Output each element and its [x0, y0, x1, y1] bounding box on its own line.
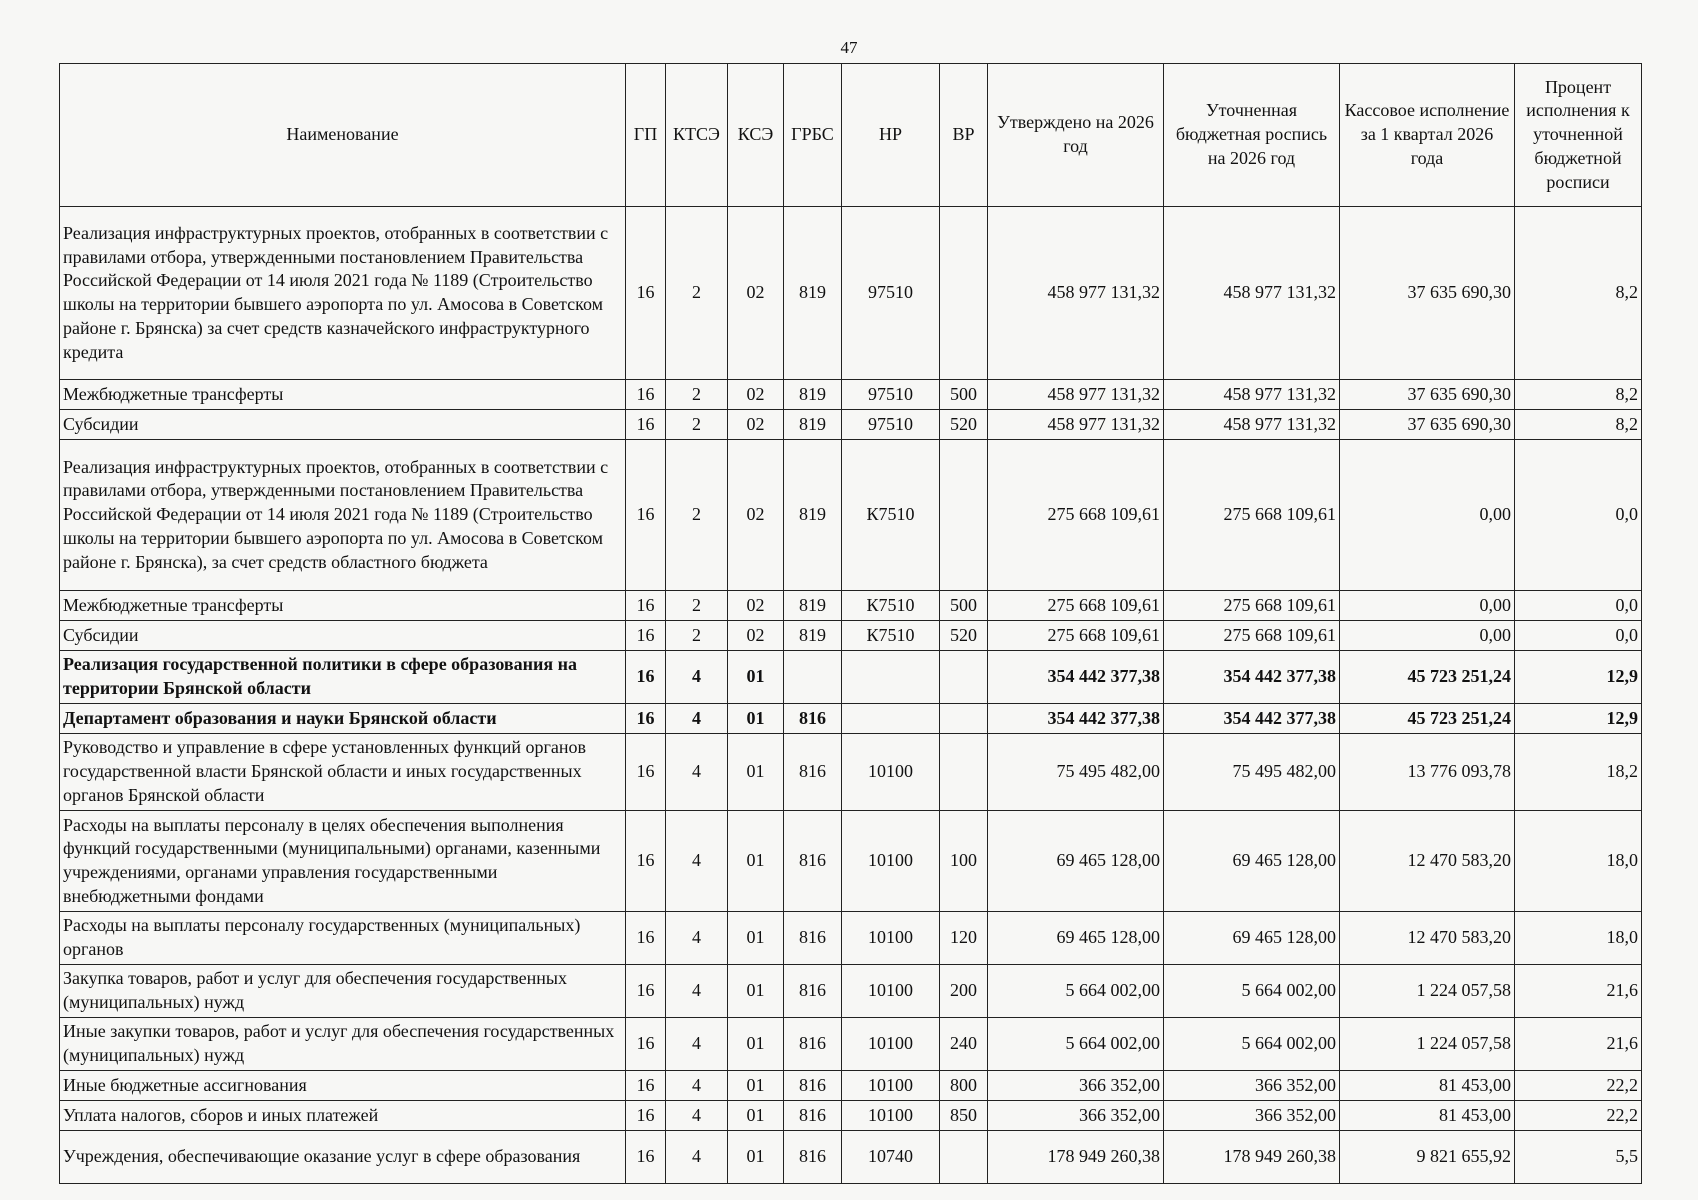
row-approved: 178 949 260,38: [988, 1131, 1164, 1184]
table-row: [60, 440, 1642, 591]
row-grbs: 816: [784, 912, 842, 965]
row-percent: 12,9: [1515, 704, 1642, 734]
row-cash: 45 723 251,24: [1340, 704, 1515, 734]
row-kse: 01: [728, 811, 784, 912]
row-nr: 10100: [842, 965, 940, 1018]
table-row: [60, 912, 1642, 965]
table-row: [60, 1131, 1642, 1184]
row-cash: 81 453,00: [1340, 1071, 1515, 1101]
row-nr: 10740: [842, 1131, 940, 1184]
row-grbs: 816: [784, 811, 842, 912]
row-cash: 81 453,00: [1340, 1101, 1515, 1131]
row-nr: К7510: [842, 621, 940, 651]
row-refined: 366 352,00: [1164, 1071, 1340, 1101]
row-nr: 10100: [842, 734, 940, 811]
row-nr: 97510: [842, 380, 940, 410]
row-gp: 16: [626, 1101, 666, 1131]
row-grbs: 819: [784, 621, 842, 651]
row-approved: 354 442 377,38: [988, 651, 1164, 704]
row-kse: 02: [728, 621, 784, 651]
row-nr: 10100: [842, 1071, 940, 1101]
row-approved: 5 664 002,00: [988, 1018, 1164, 1071]
row-gp: 16: [626, 811, 666, 912]
row-vr: 120: [940, 912, 988, 965]
row-name: Субсидии: [60, 410, 626, 440]
row-percent: 0,0: [1515, 440, 1642, 591]
row-refined: 5 664 002,00: [1164, 1018, 1340, 1071]
row-nr: 10100: [842, 1101, 940, 1131]
row-name: Межбюджетные трансферты: [60, 591, 626, 621]
row-gp: 16: [626, 440, 666, 591]
row-kse: 02: [728, 591, 784, 621]
table-row: [60, 1101, 1642, 1131]
budget-table: [59, 63, 1642, 1184]
row-kse: 01: [728, 1018, 784, 1071]
row-approved: 69 465 128,00: [988, 811, 1164, 912]
row-gp: 16: [626, 1071, 666, 1101]
row-vr: 520: [940, 410, 988, 440]
row-name: Реализация инфраструктурных проектов, отобранных в соответствии с правилами отбора, утвержденными постановлением Правительства Российской Федерации от 14 июля 2021 года № 1189 (Строительство школы на территории бывшего аэропорта по ул. Амосова в Советском районе г. Брянска), за счет средств областного бюджета: [60, 440, 626, 591]
row-refined: 354 442 377,38: [1164, 704, 1340, 734]
row-ktse: 2: [666, 380, 728, 410]
row-percent: 22,2: [1515, 1071, 1642, 1101]
header-cash: Кассовое исполнение за 1 квартал 2026 года: [1340, 64, 1515, 207]
row-nr: 10100: [842, 811, 940, 912]
row-grbs: 816: [784, 1101, 842, 1131]
row-kse: 01: [728, 965, 784, 1018]
row-name: Департамент образования и науки Брянской области: [60, 704, 626, 734]
row-ktse: 4: [666, 1131, 728, 1184]
row-vr: 500: [940, 380, 988, 410]
row-refined: 458 977 131,32: [1164, 207, 1340, 380]
row-refined: 69 465 128,00: [1164, 912, 1340, 965]
row-grbs: 816: [784, 1131, 842, 1184]
row-gp: 16: [626, 651, 666, 704]
row-refined: 75 495 482,00: [1164, 734, 1340, 811]
row-cash: 9 821 655,92: [1340, 1131, 1515, 1184]
row-percent: 18,2: [1515, 734, 1642, 811]
row-kse: 02: [728, 207, 784, 380]
header-kse: КСЭ: [728, 64, 784, 207]
table-row: [60, 811, 1642, 912]
row-percent: 8,2: [1515, 380, 1642, 410]
row-nr: 97510: [842, 410, 940, 440]
row-cash: 37 635 690,30: [1340, 207, 1515, 380]
row-percent: 5,5: [1515, 1131, 1642, 1184]
row-gp: 16: [626, 380, 666, 410]
row-percent: 8,2: [1515, 207, 1642, 380]
row-approved: 458 977 131,32: [988, 207, 1164, 380]
row-cash: 37 635 690,30: [1340, 410, 1515, 440]
row-vr: 500: [940, 591, 988, 621]
row-refined: 366 352,00: [1164, 1101, 1340, 1131]
row-percent: 12,9: [1515, 651, 1642, 704]
row-percent: 0,0: [1515, 621, 1642, 651]
row-nr: К7510: [842, 440, 940, 591]
table-row: [60, 965, 1642, 1018]
row-ktse: 2: [666, 621, 728, 651]
row-approved: 275 668 109,61: [988, 591, 1164, 621]
page-number: 47: [840, 38, 858, 57]
row-vr: [940, 734, 988, 811]
row-name: Иные бюджетные ассигнования: [60, 1071, 626, 1101]
row-cash: 1 224 057,58: [1340, 1018, 1515, 1071]
row-refined: 69 465 128,00: [1164, 811, 1340, 912]
header-grbs: ГРБС: [784, 64, 842, 207]
row-kse: 01: [728, 912, 784, 965]
row-grbs: 816: [784, 965, 842, 1018]
row-refined: 5 664 002,00: [1164, 965, 1340, 1018]
row-approved: 69 465 128,00: [988, 912, 1164, 965]
row-ktse: 4: [666, 912, 728, 965]
row-vr: [940, 1131, 988, 1184]
row-ktse: 2: [666, 410, 728, 440]
row-refined: 354 442 377,38: [1164, 651, 1340, 704]
row-ktse: 4: [666, 704, 728, 734]
row-cash: 45 723 251,24: [1340, 651, 1515, 704]
row-name: Расходы на выплаты персоналу в целях обеспечения выполнения функций государственными (муниципальными) органами, казенными учреждениями, органами управления государственными внебюджетными фондами: [60, 811, 626, 912]
row-refined: 275 668 109,61: [1164, 440, 1340, 591]
row-gp: 16: [626, 591, 666, 621]
row-ktse: 4: [666, 734, 728, 811]
header-ktse: КТСЭ: [666, 64, 728, 207]
row-ktse: 2: [666, 591, 728, 621]
row-vr: 520: [940, 621, 988, 651]
row-kse: 02: [728, 380, 784, 410]
row-refined: 178 949 260,38: [1164, 1131, 1340, 1184]
row-approved: 5 664 002,00: [988, 965, 1164, 1018]
row-grbs: 819: [784, 380, 842, 410]
row-refined: 275 668 109,61: [1164, 591, 1340, 621]
row-kse: 02: [728, 410, 784, 440]
row-percent: 18,0: [1515, 912, 1642, 965]
row-gp: 16: [626, 734, 666, 811]
row-vr: 800: [940, 1071, 988, 1101]
row-vr: [940, 704, 988, 734]
row-grbs: 816: [784, 1071, 842, 1101]
row-name: Закупка товаров, работ и услуг для обеспечения государственных (муниципальных) нужд: [60, 965, 626, 1018]
header-name: Наименование: [60, 64, 626, 207]
row-approved: 366 352,00: [988, 1101, 1164, 1131]
row-cash: 12 470 583,20: [1340, 912, 1515, 965]
row-approved: 75 495 482,00: [988, 734, 1164, 811]
row-ktse: 4: [666, 1071, 728, 1101]
row-vr: [940, 207, 988, 380]
row-approved: 366 352,00: [988, 1071, 1164, 1101]
row-refined: 458 977 131,32: [1164, 380, 1340, 410]
row-gp: 16: [626, 704, 666, 734]
row-nr: 10100: [842, 1018, 940, 1071]
row-name: Межбюджетные трансферты: [60, 380, 626, 410]
table-header-row: [60, 64, 1642, 207]
row-percent: 8,2: [1515, 410, 1642, 440]
row-grbs: 816: [784, 734, 842, 811]
row-grbs: 819: [784, 207, 842, 380]
row-approved: 275 668 109,61: [988, 621, 1164, 651]
row-vr: 100: [940, 811, 988, 912]
table-row: [60, 651, 1642, 704]
row-vr: [940, 651, 988, 704]
row-vr: 200: [940, 965, 988, 1018]
row-percent: 0,0: [1515, 591, 1642, 621]
row-kse: 01: [728, 1131, 784, 1184]
row-kse: 01: [728, 1071, 784, 1101]
row-ktse: 2: [666, 440, 728, 591]
row-cash: 37 635 690,30: [1340, 380, 1515, 410]
row-gp: 16: [626, 621, 666, 651]
row-kse: 01: [728, 1101, 784, 1131]
row-gp: 16: [626, 912, 666, 965]
row-vr: 850: [940, 1101, 988, 1131]
row-refined: 275 668 109,61: [1164, 621, 1340, 651]
row-percent: 18,0: [1515, 811, 1642, 912]
row-approved: 458 977 131,32: [988, 380, 1164, 410]
table-row: [60, 380, 1642, 410]
row-approved: 354 442 377,38: [988, 704, 1164, 734]
header-gp: ГП: [626, 64, 666, 207]
row-cash: 0,00: [1340, 440, 1515, 591]
row-nr: 97510: [842, 207, 940, 380]
row-ktse: 4: [666, 965, 728, 1018]
table-row: [60, 1018, 1642, 1071]
row-gp: 16: [626, 207, 666, 380]
row-grbs: 816: [784, 1018, 842, 1071]
row-kse: 02: [728, 440, 784, 591]
table-row: [60, 591, 1642, 621]
row-cash: 0,00: [1340, 621, 1515, 651]
row-name: Реализация государственной политики в сфере образования на территории Брянской области: [60, 651, 626, 704]
table-row: [60, 1071, 1642, 1101]
row-cash: 0,00: [1340, 591, 1515, 621]
table-row: [60, 207, 1642, 380]
row-kse: 01: [728, 734, 784, 811]
row-gp: 16: [626, 1131, 666, 1184]
row-grbs: 816: [784, 704, 842, 734]
row-name: Руководство и управление в сфере установленных функций органов государственной власти Брянской области и иных государственных органов Брянской области: [60, 734, 626, 811]
row-nr: 10100: [842, 912, 940, 965]
row-percent: 22,2: [1515, 1101, 1642, 1131]
row-name: Расходы на выплаты персоналу государственных (муниципальных) органов: [60, 912, 626, 965]
row-grbs: [784, 651, 842, 704]
header-nr: НР: [842, 64, 940, 207]
table-row: [60, 410, 1642, 440]
row-cash: 13 776 093,78: [1340, 734, 1515, 811]
row-percent: 21,6: [1515, 965, 1642, 1018]
row-refined: 458 977 131,32: [1164, 410, 1340, 440]
row-nr: К7510: [842, 591, 940, 621]
row-nr: [842, 704, 940, 734]
row-cash: 1 224 057,58: [1340, 965, 1515, 1018]
row-name: Учреждения, обеспечивающие оказание услуг в сфере образования: [60, 1131, 626, 1184]
row-kse: 01: [728, 651, 784, 704]
table-row: [60, 734, 1642, 811]
row-cash: 12 470 583,20: [1340, 811, 1515, 912]
row-nr: [842, 651, 940, 704]
row-grbs: 819: [784, 591, 842, 621]
row-name: Реализация инфраструктурных проектов, отобранных в соответствии с правилами отбора, утвержденными постановлением Правительства Российской Федерации от 14 июля 2021 года № 1189 (Строительство школы на территории бывшего аэропорта по ул. Амосова в Советском районе г. Брянска) за счет средств казначейского инфраструктурного кредита: [60, 207, 626, 380]
row-percent: 21,6: [1515, 1018, 1642, 1071]
row-approved: 275 668 109,61: [988, 440, 1164, 591]
row-name: Субсидии: [60, 621, 626, 651]
header-approved: Утверждено на 2026 год: [988, 64, 1164, 207]
row-gp: 16: [626, 1018, 666, 1071]
row-approved: 458 977 131,32: [988, 410, 1164, 440]
row-ktse: 4: [666, 651, 728, 704]
row-gp: 16: [626, 410, 666, 440]
row-vr: [940, 440, 988, 591]
row-grbs: 819: [784, 440, 842, 591]
row-name: Иные закупки товаров, работ и услуг для обеспечения государственных (муниципальных) нужд: [60, 1018, 626, 1071]
table-row: [60, 704, 1642, 734]
row-ktse: 2: [666, 207, 728, 380]
row-ktse: 4: [666, 1018, 728, 1071]
row-kse: 01: [728, 704, 784, 734]
table-row: [60, 621, 1642, 651]
header-vr: ВР: [940, 64, 988, 207]
row-gp: 16: [626, 965, 666, 1018]
row-ktse: 4: [666, 1101, 728, 1131]
header-percent: Процент исполнения к уточненной бюджетной росписи: [1515, 64, 1642, 207]
row-grbs: 819: [784, 410, 842, 440]
row-vr: 240: [940, 1018, 988, 1071]
row-name: Уплата налогов, сборов и иных платежей: [60, 1101, 626, 1131]
header-refined: Уточненная бюджетная роспись на 2026 год: [1164, 64, 1340, 207]
row-ktse: 4: [666, 811, 728, 912]
